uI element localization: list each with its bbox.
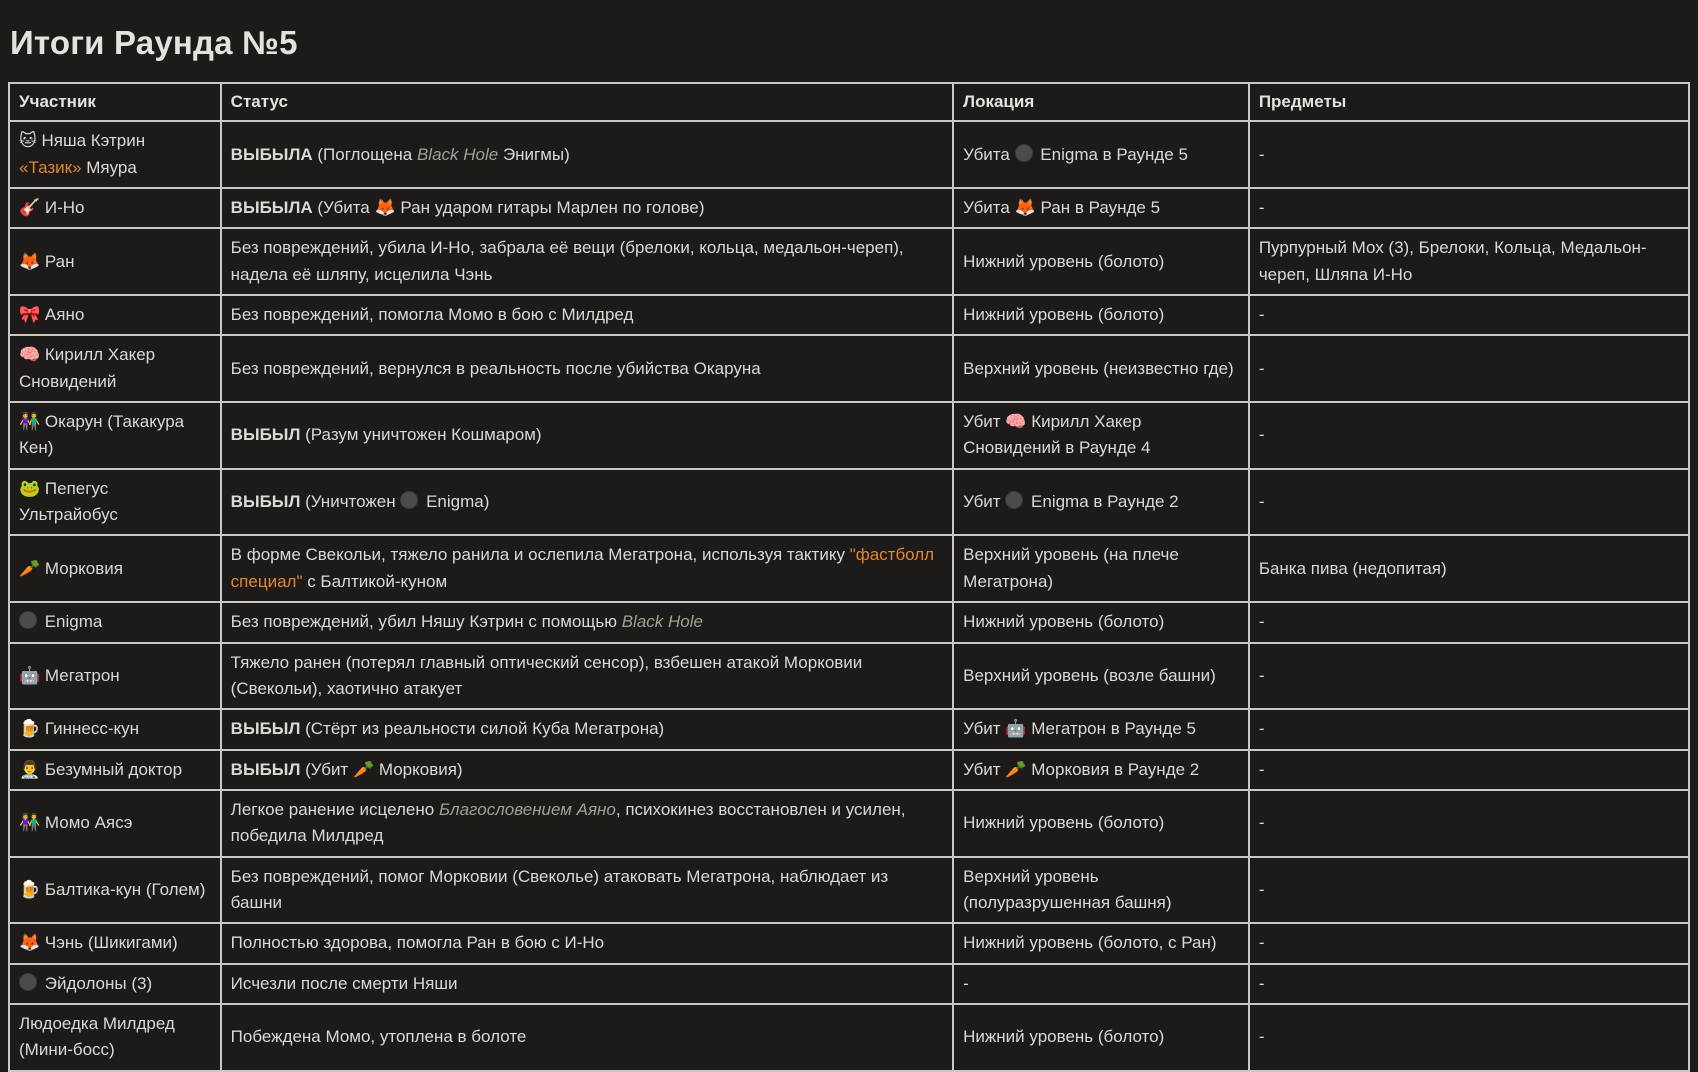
robot-icon: 🤖: [1005, 719, 1027, 739]
ribbon-icon: 🎀: [19, 305, 41, 325]
cat-icon: 🐱: [19, 131, 37, 151]
carrot-icon: 🥕: [19, 558, 41, 578]
table-row: [9, 295, 1689, 335]
items-cell: -: [1249, 923, 1689, 963]
fox-icon: 🦊: [19, 933, 41, 953]
items-cell: -: [1249, 709, 1689, 749]
participant-cell: Эйдолоны (3): [9, 964, 221, 1004]
items-cell: -: [1249, 469, 1689, 536]
page-title: Итоги Раунда №5: [10, 24, 298, 61]
participant-cell: 🐸 Пепегус Ультрайобус: [9, 469, 221, 536]
column-header-location: Локация: [953, 83, 1249, 121]
table-row: [9, 709, 1689, 749]
location-cell: Нижний уровень (болото): [953, 790, 1249, 857]
dark-circle-icon: [1015, 144, 1033, 162]
participant-cell: Людоедка Милдред (Мини-босс): [9, 1004, 221, 1071]
beer-icon: 🍺: [19, 879, 41, 899]
location-cell: Нижний уровень (болото): [953, 228, 1249, 295]
status-cell: Без повреждений, убила И-Но, забрала её вещи (брелоки, кольца, медальон-череп), надела её шляпу, исцелила Чэнь: [221, 228, 953, 295]
location-cell: Нижний уровень (болото, с Ран): [953, 923, 1249, 963]
status-cell: Исчезли после смерти Няши: [221, 964, 953, 1004]
items-cell: -: [1249, 790, 1689, 857]
participant-cell: 👨‍⚕️ Безумный доктор: [9, 750, 221, 790]
status-cell: ВЫБЫЛ (Стёрт из реальности силой Куба Мегатрона): [221, 709, 953, 749]
location-cell: Убит Enigma в Раунде 2: [953, 469, 1249, 536]
items-cell: Банка пива (недопитая): [1249, 535, 1689, 602]
dark-circle-icon: [19, 973, 37, 991]
status-cell: Полностью здорова, помогла Ран в бою с И-Но: [221, 923, 953, 963]
column-header-status: Статус: [221, 83, 953, 121]
items-cell: -: [1249, 643, 1689, 710]
items-cell: -: [1249, 402, 1689, 469]
status-cell: Без повреждений, вернулся в реальность после убийства Окаруна: [221, 335, 953, 402]
status-cell: ВЫБЫЛА (Убита 🦊 Ран ударом гитары Марлен по голове): [221, 188, 953, 228]
participant-cell: 👫 Момо Аясэ: [9, 790, 221, 857]
items-cell: -: [1249, 121, 1689, 188]
location-cell: Убит 🤖 Мегатрон в Раунде 5: [953, 709, 1249, 749]
beer-icon: 🍺: [19, 719, 41, 739]
participant-cell: 🐱 Няша Кэтрин «Тазик» Мяура: [9, 121, 221, 188]
items-cell: -: [1249, 964, 1689, 1004]
table-row: [9, 750, 1689, 790]
frog-icon: 🐸: [19, 478, 41, 498]
items-cell: -: [1249, 1004, 1689, 1071]
status-cell: Тяжело ранен (потерял главный оптический сенсор), взбешен атакой Морковии (Свекольи), хаотично атакует: [221, 643, 953, 710]
location-cell: Нижний уровень (болото): [953, 295, 1249, 335]
participant-cell: 🥕 Морковия: [9, 535, 221, 602]
items-cell: -: [1249, 857, 1689, 924]
brain-icon: 🧠: [1005, 412, 1027, 432]
dark-circle-icon: [1005, 491, 1023, 509]
carrot-icon: 🥕: [1005, 759, 1027, 779]
table-row: [9, 535, 1689, 602]
fox-icon: 🦊: [19, 251, 41, 271]
column-header-items: Предметы: [1249, 83, 1689, 121]
location-cell: Верхний уровень (полуразрушенная башня): [953, 857, 1249, 924]
doctor-icon: 👨‍⚕️: [19, 759, 41, 779]
location-cell: Убит 🧠 Кирилл Хакер Сновидений в Раунде 4: [953, 402, 1249, 469]
status-cell: ВЫБЫЛ (Убит 🥕 Морковия): [221, 750, 953, 790]
guitar-icon: 🎸: [19, 198, 41, 218]
location-cell: Верхний уровень (неизвестно где): [953, 335, 1249, 402]
participant-cell: 🍺 Балтика-кун (Голем): [9, 857, 221, 924]
round-results-table: [8, 82, 1690, 1072]
table-header: [9, 83, 1689, 121]
status-cell: Побеждена Момо, утоплена в болоте: [221, 1004, 953, 1071]
participant-cell: Enigma: [9, 602, 221, 642]
status-cell: Без повреждений, убил Няшу Кэтрин с помощью Black Hole: [221, 602, 953, 642]
participant-cell: 👫 Окарун (Такакура Кен): [9, 402, 221, 469]
table-row: [9, 857, 1689, 924]
location-cell: -: [953, 964, 1249, 1004]
location-cell: Нижний уровень (болото): [953, 1004, 1249, 1071]
participant-cell: 🎀 Аяно: [9, 295, 221, 335]
table-row: [9, 602, 1689, 642]
table-row: [9, 643, 1689, 710]
participant-cell: 🧠 Кирилл Хакер Сновидений: [9, 335, 221, 402]
status-cell: ВЫБЫЛ (Уничтожен Enigma): [221, 469, 953, 536]
table-row: [9, 469, 1689, 536]
carrot-icon: 🥕: [352, 759, 375, 779]
participant-cell: 🎸 И-Но: [9, 188, 221, 228]
items-cell: -: [1249, 602, 1689, 642]
items-cell: -: [1249, 188, 1689, 228]
status-cell: В форме Свекольи, тяжело ранила и ослепила Мегатрона, используя тактику "фастболл специал" с Балтикой-куном: [221, 535, 953, 602]
items-cell: -: [1249, 750, 1689, 790]
participant-cell: 🍺 Гиннесс-кун: [9, 709, 221, 749]
location-cell: Убита Enigma в Раунде 5: [953, 121, 1249, 188]
fox-icon: 🦊: [374, 198, 396, 218]
location-cell: Верхний уровень (на плече Мегатрона): [953, 535, 1249, 602]
table-row: [9, 923, 1689, 963]
status-cell: Без повреждений, помогла Момо в бою с Милдред: [221, 295, 953, 335]
dark-circle-icon: [19, 611, 37, 629]
brain-icon: 🧠: [19, 345, 41, 365]
header-row: [9, 83, 1689, 121]
items-cell: -: [1249, 335, 1689, 402]
location-cell: Нижний уровень (болото): [953, 602, 1249, 642]
participant-cell: 🤖 Мегатрон: [9, 643, 221, 710]
table-row: [9, 790, 1689, 857]
status-cell: ВЫБЫЛ (Разум уничтожен Кошмаром): [221, 402, 953, 469]
items-cell: Пурпурный Мох (3), Брелоки, Кольца, Медальон-череп, Шляпа И-Но: [1249, 228, 1689, 295]
participant-cell: 🦊 Ран: [9, 228, 221, 295]
fox-icon: 🦊: [1014, 198, 1036, 218]
location-cell: Верхний уровень (возле башни): [953, 643, 1249, 710]
robot-icon: 🤖: [19, 665, 41, 685]
status-cell: Легкое ранение исцелено Благословением Аяно, психокинез восстановлен и усилен, победила Милдред: [221, 790, 953, 857]
status-cell: ВЫБЫЛА (Поглощена Black Hole Энигмы): [221, 121, 953, 188]
table-row: [9, 1004, 1689, 1071]
location-cell: Убита 🦊 Ран в Раунде 5: [953, 188, 1249, 228]
couple-icon: 👫: [19, 813, 41, 833]
results-table-body: [9, 121, 1689, 1070]
status-cell: Без повреждений, помог Морковии (Свеколье) атаковать Мегатрона, наблюдает из башни: [221, 857, 953, 924]
location-cell: Убит 🥕 Морковия в Раунде 2: [953, 750, 1249, 790]
participant-cell: 🦊 Чэнь (Шикигами): [9, 923, 221, 963]
table-row: [9, 402, 1689, 469]
items-cell: -: [1249, 295, 1689, 335]
table-row: [9, 188, 1689, 228]
table-row: [9, 121, 1689, 188]
couple-icon: 👫: [19, 412, 41, 432]
column-header-participant: Участник: [9, 83, 221, 121]
table-row: [9, 335, 1689, 402]
table-row: [9, 228, 1689, 295]
dark-circle-icon: [400, 491, 418, 509]
